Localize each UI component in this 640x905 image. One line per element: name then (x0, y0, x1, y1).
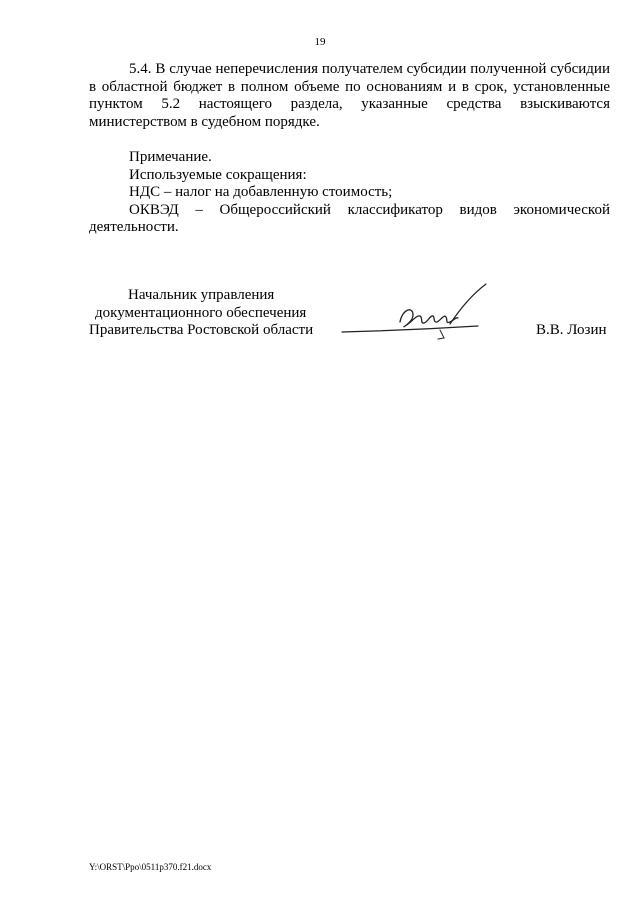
signer-position-line2: документационного обеспечения (95, 305, 307, 321)
note-block (89, 149, 610, 237)
abbreviation-nds: НДС – налог на добавленную стоимость; (129, 184, 393, 200)
page-number: 19 (314, 36, 326, 48)
paragraph-5-4: 5.4. В случае неперечисления получателем субсидии полученной субсидии в областной бюджет в полном объеме по основаниям и в срок, установленные пунктом 5.2 настоящего раздела, указанные средства взыскиваются министерством в судебном порядке. (89, 61, 610, 130)
abbreviation-okved: ОКВЭД – Общероссийский классификатор видов экономической деятельности. (89, 201, 610, 235)
signer-position-line3: Правительства Ростовской области (89, 322, 314, 338)
signer-position-line1: Начальник управления (128, 287, 275, 303)
signer-name: В.В. Лозин (536, 322, 607, 338)
abbreviations-heading: Используемые сокращения: (129, 166, 307, 183)
handwritten-signature (340, 282, 490, 344)
footer-file-path: Y:\ORST\Ppo\0511p370.f21.docx (89, 862, 212, 872)
document-body (89, 61, 610, 131)
note-heading: Примечание. (129, 149, 212, 165)
